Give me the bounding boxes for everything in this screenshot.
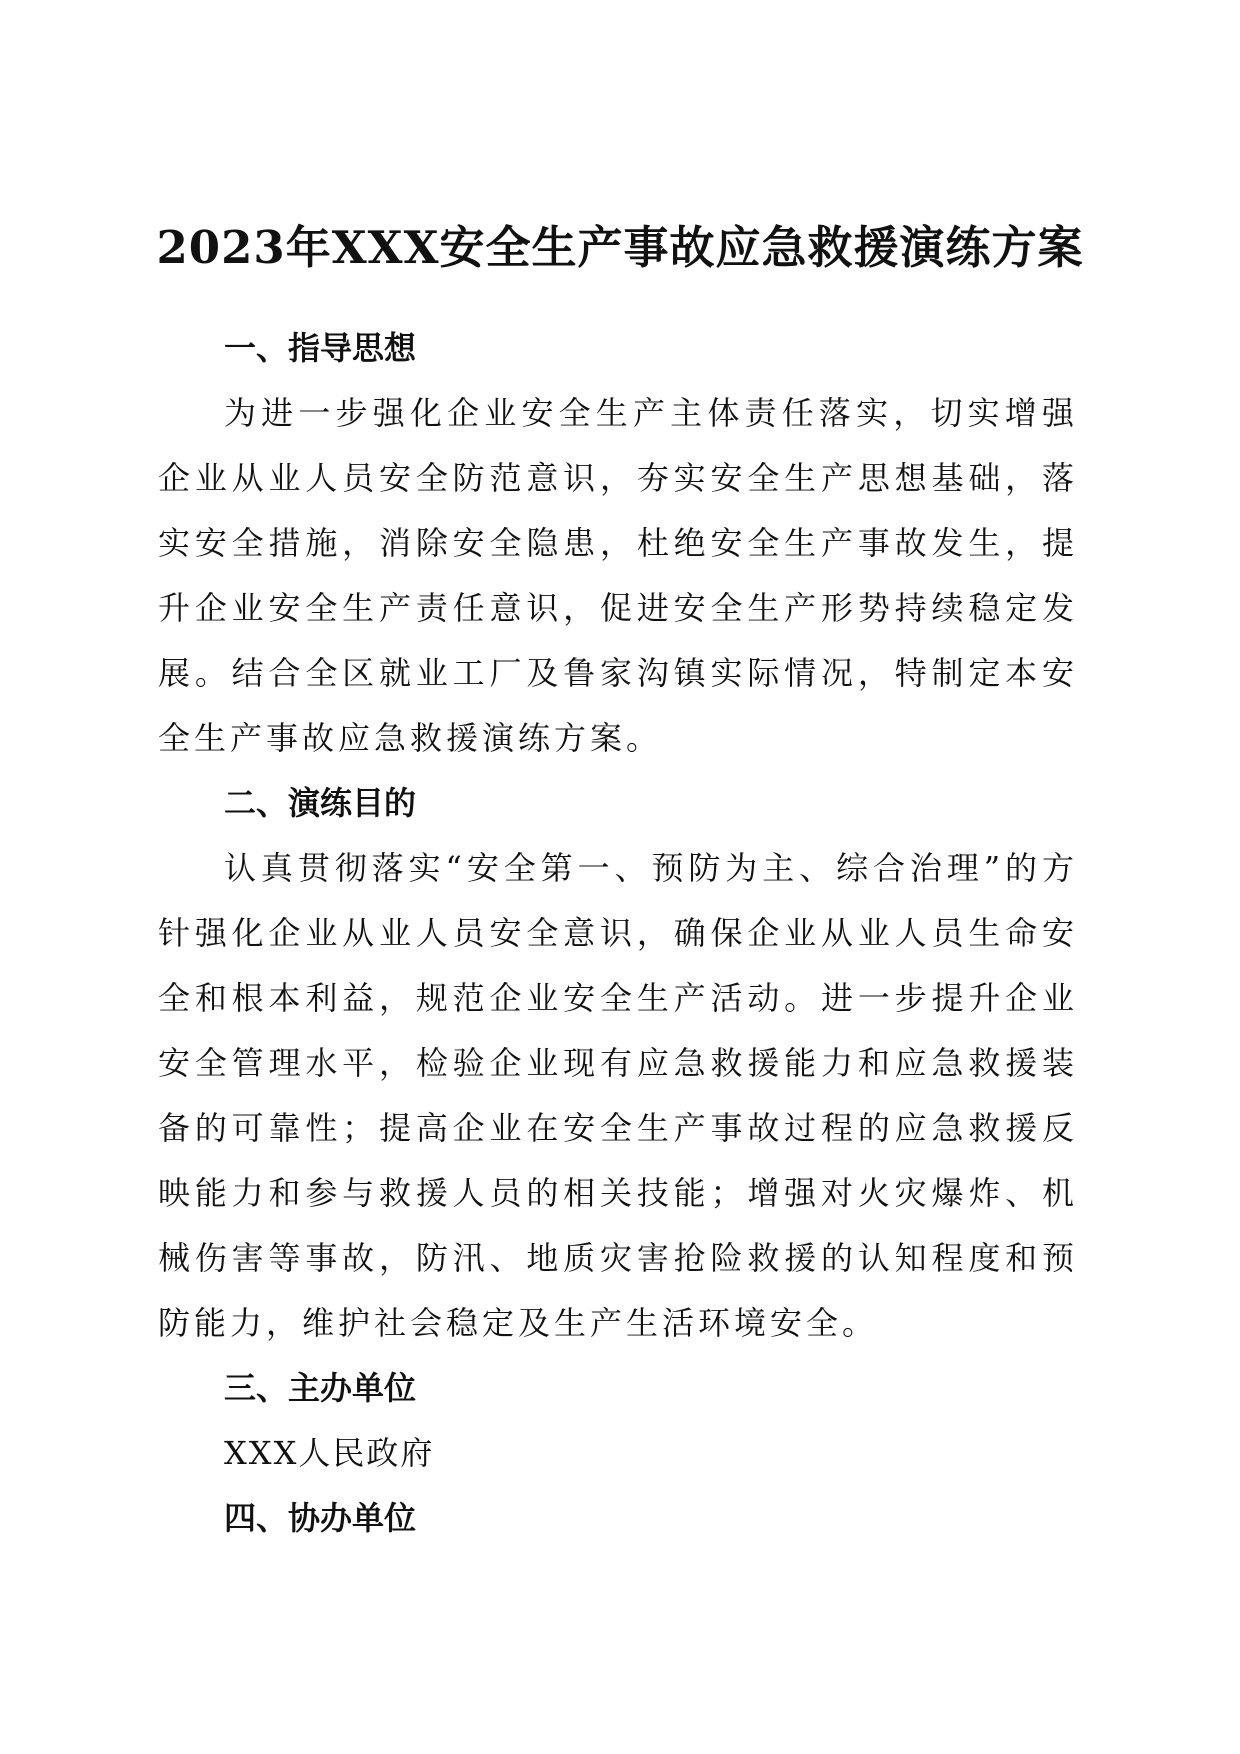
section-heading: 三、主办单位: [224, 1369, 417, 1407]
section-paragraph: 为进一步强化企业安全生产主体责任落实，切实增强企业从业人员安全防范意识，夯实安全生产思想基础，落实安全措施，消除安全隐患，杜绝安全生产事故发生，提升企业安全生产责任意识，促进安全生产形势持续稳定发展。结合全区就业工厂及鲁家沟镇实际情况，特制定本安全生产事故应急救援演练方案。: [158, 394, 1078, 757]
section-heading: 一、指导思想: [224, 329, 417, 367]
section-heading: 四、协办单位: [224, 1499, 417, 1537]
section-co-organizer: [158, 1486, 1078, 1551]
document-body: [158, 316, 1078, 1551]
host-organization-name: XXX人民政府: [224, 1434, 435, 1472]
section-guiding-ideology: [158, 316, 1078, 771]
section-heading: 二、演练目的: [224, 784, 417, 822]
section-drill-purpose: [158, 771, 1078, 1356]
section-host-organization: [158, 1356, 1078, 1486]
section-paragraph: 认真贯彻落实“安全第一、预防为主、综合治理”的方针强化企业从业人员安全意识，确保企业从业人员生命安全和根本利益，规范企业安全生产活动。进一步提升企业安全管理水平，检验企业现有应急救援能力和应急救援装备的可靠性；提高企业在安全生产事故过程的应急救援反映能力和参与救援人员的相关技能；增强对火灾爆炸、机械伤害等事故，防汛、地质灾害抢险救援的认知程度和预防能力，维护社会稳定及生产生活环境安全。: [158, 849, 1078, 1342]
document-title: 2023年XXX安全生产事故应急救援演练方案: [156, 221, 1084, 274]
